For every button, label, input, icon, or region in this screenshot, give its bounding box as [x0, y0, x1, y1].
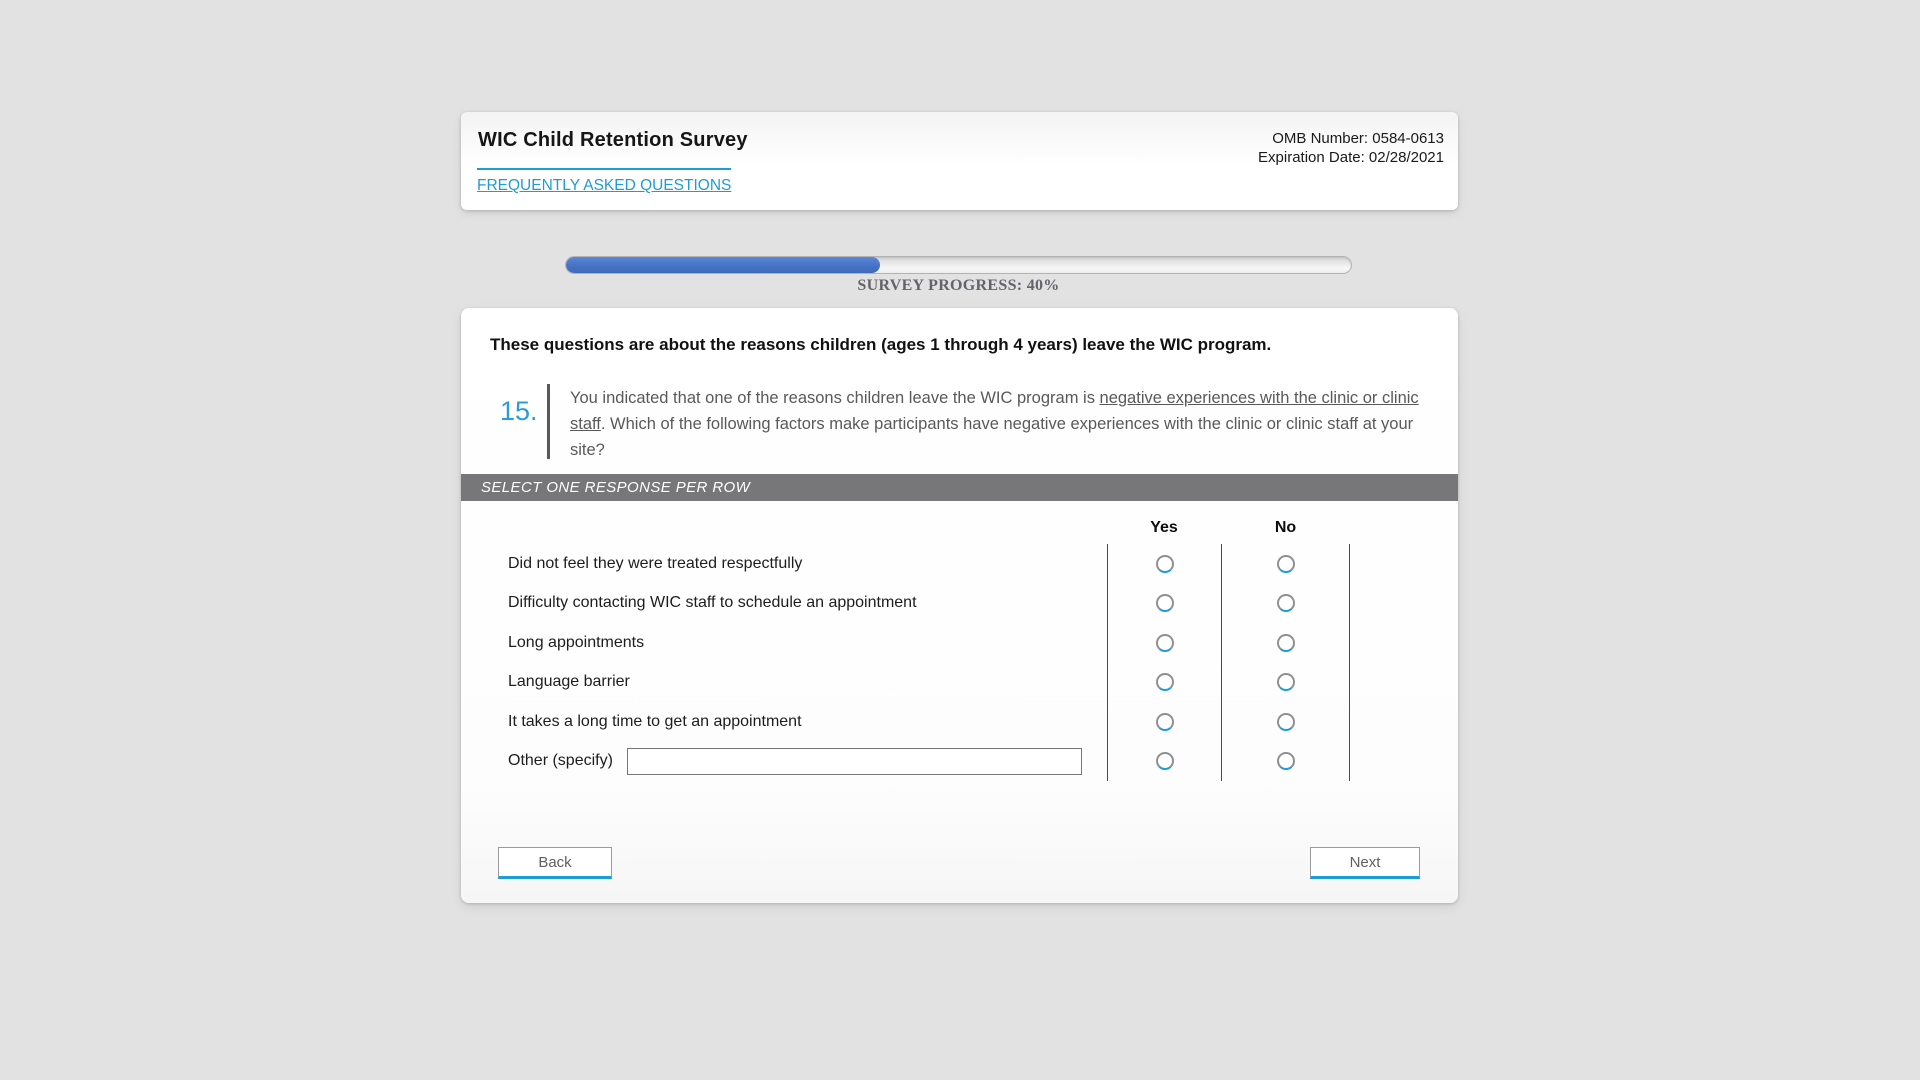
row-end-spacer — [1350, 544, 1458, 584]
yes-cell — [1107, 663, 1221, 703]
row-end-spacer — [1350, 584, 1458, 624]
question-text-underlined: negative experiences with the clinic or clinic staff — [570, 389, 1419, 433]
radio-yes-row-3[interactable] — [1156, 673, 1174, 691]
row-label: Long appointments — [508, 633, 645, 651]
question-text — [550, 380, 1442, 463]
next-button[interactable]: Next — [1310, 847, 1420, 879]
yes-cell — [1107, 623, 1221, 663]
radio-no-row-3[interactable] — [1277, 673, 1295, 691]
no-cell — [1221, 544, 1350, 584]
column-header-yes: Yes — [1150, 519, 1178, 536]
yes-cell — [1107, 584, 1221, 624]
question-text-after: . Which of the following factors make participants have negative experiences with the clinic or clinic staff at your site? — [570, 415, 1414, 459]
radio-no-row-0[interactable] — [1277, 555, 1295, 573]
question-card — [461, 308, 1458, 903]
row-end-spacer — [1350, 623, 1458, 663]
faq-link[interactable]: FREQUENTLY ASKED QUESTIONS — [477, 168, 731, 195]
header-card — [461, 112, 1458, 210]
yes-cell — [1107, 742, 1221, 782]
no-cell — [1221, 702, 1350, 742]
expiration-date: Expiration Date: 02/28/2021 — [1258, 149, 1444, 166]
response-table — [461, 512, 1458, 781]
section-intro: These questions are about the reasons children (ages 1 through 4 years) leave the WIC program. — [490, 335, 1272, 354]
row-end-spacer — [1350, 663, 1458, 703]
row-label: Difficulty contacting WIC staff to schedule an appointment — [508, 594, 917, 612]
no-cell — [1221, 623, 1350, 663]
radio-yes-row-5[interactable] — [1156, 752, 1174, 770]
radio-yes-row-1[interactable] — [1156, 594, 1174, 612]
yes-cell — [1107, 702, 1221, 742]
table-header-spacer — [461, 512, 1107, 544]
row-end-spacer — [1350, 702, 1458, 742]
row-label: Did not feel they were treated respectfully — [508, 554, 803, 572]
other-specify-input[interactable] — [627, 748, 1082, 775]
other-label: Other (specify) — [508, 752, 613, 770]
row-end-spacer — [1350, 742, 1458, 782]
omb-info — [1258, 129, 1444, 167]
radio-no-row-2[interactable] — [1277, 634, 1295, 652]
radio-yes-row-2[interactable] — [1156, 634, 1174, 652]
question-text-before: You indicated that one of the reasons children leave the WIC program is — [570, 389, 1100, 407]
radio-no-row-1[interactable] — [1277, 594, 1295, 612]
row-label: Language barrier — [508, 673, 630, 691]
question-number: 15. — [500, 396, 538, 426]
page-title: WIC Child Retention Survey — [478, 129, 748, 151]
no-cell — [1221, 663, 1350, 703]
no-cell — [1221, 584, 1350, 624]
no-cell — [1221, 742, 1350, 782]
radio-no-row-5[interactable] — [1277, 752, 1295, 770]
instruction-banner: SELECT ONE RESPONSE PER ROW — [461, 474, 1458, 501]
progress-area — [565, 256, 1352, 295]
row-label-other — [461, 742, 1107, 782]
yes-cell — [1107, 544, 1221, 584]
column-header-no: No — [1274, 519, 1297, 536]
table-header-end-spacer — [1350, 512, 1458, 544]
back-button[interactable]: Back — [498, 847, 612, 879]
progress-label: SURVEY PROGRESS: 40% — [857, 277, 1060, 294]
row-label: It takes a long time to get an appointment — [508, 712, 802, 730]
radio-no-row-4[interactable] — [1277, 713, 1295, 731]
progress-fill — [566, 257, 880, 273]
radio-yes-row-4[interactable] — [1156, 713, 1174, 731]
progress-bar — [565, 256, 1352, 274]
question-block — [500, 380, 1442, 463]
omb-number: OMB Number: 0584-0613 — [1272, 130, 1444, 147]
radio-yes-row-0[interactable] — [1156, 555, 1174, 573]
